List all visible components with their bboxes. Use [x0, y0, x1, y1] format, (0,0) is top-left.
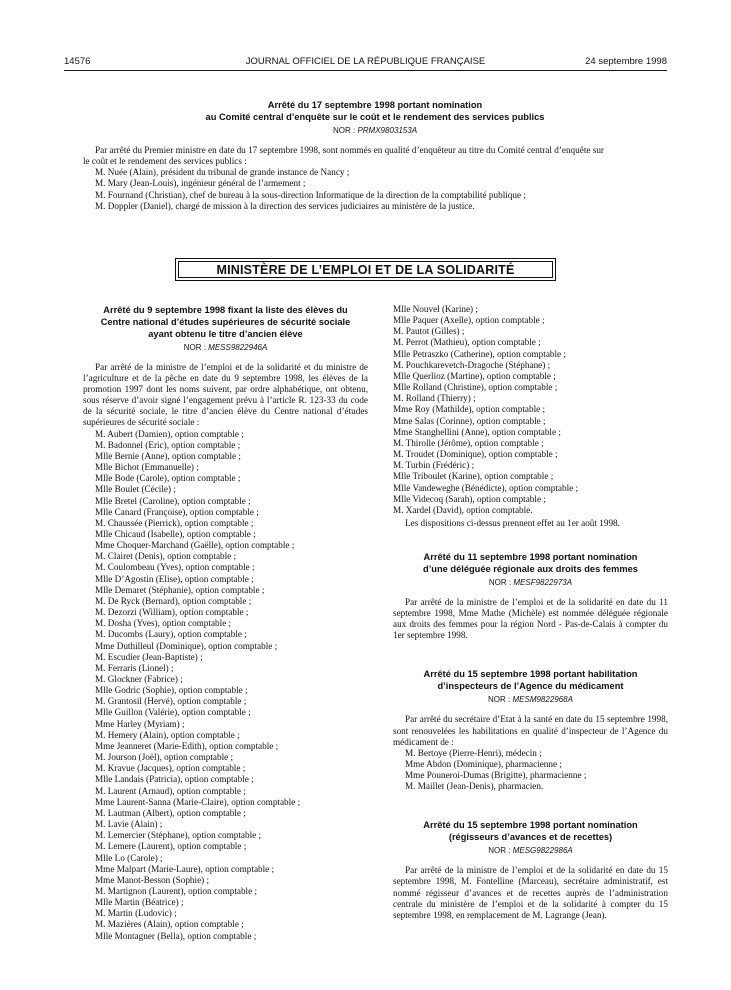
nor-code: MESS9822946A: [208, 343, 268, 352]
student-item: Mlle Montagner (Bella), option comptable ;: [95, 930, 257, 941]
member-item: M. Nuée (Alain), président du tribunal de grande instance de Nancy ;: [95, 167, 350, 178]
student-item: M. Laurent (Arnaud), option comptable ;: [95, 785, 246, 796]
inspector-item: M. Maillet (Jean-Denis), pharmacien.: [405, 781, 544, 792]
student-item: M. Dezorzi (William), option comptable ;: [95, 607, 249, 618]
decree-intro: Par arrêté du secrétaire d’Etat à la santé en date du 15 septembre 1998, sont renouvelées les habilitations en qualité d’inspecteur de l’Agence du médicament de :: [393, 714, 668, 747]
student-item: M. Mazières (Alain), option comptable ;: [95, 919, 244, 930]
nor-code: MESF9822973A: [513, 578, 573, 588]
decree-title-line: Arrêté du 15 septembre 1998 portant nomination: [423, 820, 638, 831]
page-header: [64, 56, 667, 70]
student-item: Mlle Martin (Béatrice) ;: [95, 897, 184, 908]
student-item: M. Lautman (Albert), option comptable ;: [95, 807, 246, 818]
student-item: Mme Malpart (Marie-Laure), option comptable ;: [95, 863, 275, 874]
student-item: M. Pouchkarevetch-Dragoche (Stéphane) ;: [393, 359, 551, 370]
student-item: Mlle Querlioz (Martine), option comptable ;: [393, 370, 556, 381]
student-item: M. Martin (Ludovic) ;: [95, 908, 177, 919]
nor-label: NOR :: [183, 343, 206, 352]
nor-reference: [393, 845, 668, 856]
student-item: Mlle Guillon (Valérie), option comptable ;: [95, 707, 251, 718]
decree-cashiers: [393, 819, 668, 920]
decree-title-line: (régisseurs d’avances et de recettes): [448, 832, 613, 843]
student-item: M. Jourson (Joël), option comptable ;: [95, 752, 234, 763]
student-item: Mlle D’Agostin (Elise), option comptable ;: [95, 573, 254, 584]
student-item: M. Ferraris (Lionel) ;: [95, 662, 174, 673]
student-item: Mlle Demaret (Stéphanie), option comptable ;: [95, 584, 265, 595]
decree-intro: Par arrêté de la ministre de l’emploi et de la solidarité et du ministre de l’agriculture et de la pêche en date du 9 septembre 1998, les élèves de la promotion 1997 dont les noms suivent, par ordre alphabétique, ont obtenu, sous réserve d’avoir signé l’engagement prévu à l’article R. 123-33 du code de la sécurité sociale, le titre d’ancien élève du Centre national d’études supérieures de sécurité sociale :: [83, 362, 368, 428]
page-number: 14576: [64, 56, 91, 67]
student-item: Mme Duthilleul (Dominique), option comptable ;: [95, 640, 278, 651]
student-item: M. Martignon (Laurent), option comptable ;: [95, 885, 258, 896]
member-item: M. Doppler (Daniel), chargé de mission à la direction des services judiciaires au ministère de la justice.: [95, 200, 475, 211]
decree-intro-continued: le coût et le rendement des services publics :: [83, 156, 247, 167]
student-item: M. Lemercier (Stéphane), option comptable ;: [95, 830, 262, 841]
decree-title-line: Arrêté du 17 septembre 1998 portant nomination: [267, 100, 483, 110]
ministry-banner: [175, 258, 556, 281]
student-item: M. Perrot (Mathieu), option comptable ;: [393, 337, 541, 348]
decree-text: [83, 145, 667, 167]
student-item: Mlle Bretel (Caroline), option comptable ;: [95, 495, 251, 506]
student-list-continued: [393, 304, 668, 516]
student-item: Mlle Triboulet (Karine), option comptable ;: [393, 471, 554, 482]
student-item: Mlle Paquer (Axelle), option comptable ;: [393, 315, 545, 326]
student-item: Mlle Bichot (Emmanuelle) ;: [95, 462, 199, 473]
student-item: M. Turbin (Frédéric) ;: [393, 460, 475, 471]
student-item: Mme Salas (Corinne), option comptable ;: [393, 415, 546, 426]
student-item: Mme Choquer-Marchand (Gaëlle), option comptable ;: [95, 540, 295, 551]
ministry-title: MINISTÈRE DE L’EMPLOI ET DE LA SOLIDARITÉ: [178, 261, 553, 278]
decree-inspectors: [393, 668, 668, 792]
decree-title-line: d’une déléguée régionale aux droits des femmes: [423, 564, 638, 575]
decree-title-line: Arrêté du 15 septembre 1998 portant habilitation: [423, 669, 638, 680]
decree-title-line: Centre national d’études supérieures de sécurité sociale: [100, 317, 351, 327]
student-item: Mme Stanghellini (Anne), option comptable ;: [393, 426, 561, 437]
student-item: M. Escudier (Jean-Baptiste) ;: [95, 651, 203, 662]
student-list: [83, 429, 368, 942]
student-item: M. De Ryck (Bernard), option comptable ;: [95, 595, 252, 606]
nor-label: NOR :: [332, 126, 356, 135]
student-item: M. Pautot (Gilles) ;: [393, 326, 465, 337]
decree-title-line: d’inspecteurs de l’Agence du médicament: [437, 681, 624, 692]
student-item: Mlle Landais (Patricia), option comptable ;: [95, 774, 254, 785]
student-item: M. Kravue (Jacques), option comptable ;: [95, 763, 246, 774]
student-item: Mme Roy (Mathilde), option comptable ;: [393, 404, 546, 415]
student-item: M. Lemere (Laurent), option comptable ;: [95, 841, 247, 852]
decree-text: [393, 597, 668, 641]
student-item: M. Rolland (Thierry) ;: [393, 393, 476, 404]
decree-delegate: [393, 551, 668, 641]
student-item: M. Glockner (Fabrice) ;: [95, 674, 183, 684]
student-item: M. Dosha (Yves), option comptable ;: [95, 618, 232, 629]
student-item: M. Clairet (Denis), option comptable ;: [95, 551, 237, 562]
student-item: M. Xardel (David), option comptable.: [393, 504, 533, 515]
nor-code: MESG9822986A: [512, 846, 573, 856]
header-rule: [64, 70, 667, 71]
publication-date: 24 septembre 1998: [585, 56, 667, 67]
nor-reference: [83, 342, 368, 353]
decree-closing-wrap: [393, 518, 668, 529]
student-item: Mlle Chicaud (Isabelle), option comptable ;: [95, 528, 256, 539]
student-item: Mlle Lo (Carole) ;: [95, 852, 163, 863]
left-column: [83, 304, 368, 942]
inspector-item: Mme Abdon (Dominique), pharmacienne ;: [405, 758, 562, 769]
decree-paragraph: Par arrêté de la ministre de l’emploi et de la solidarité en date du 15 septembre 1998, M. Fontelline (Marceau), secrétaire administratif, est nommé régisseur d’avances et de recettes auprès de l’administration centrale du ministère de l’emploi et de la solidarité à compter du 15 septembre 1998, en remplacement de M. Lagrange (Jean).: [393, 865, 668, 920]
student-item: M. Hemery (Alain), option comptable ;: [95, 729, 240, 740]
student-item: Mlle Bernie (Anne), option comptable ;: [95, 450, 241, 461]
decree-title-line: Arrêté du 9 septembre 1998 fixant la liste des élèves du: [103, 305, 348, 315]
student-item: M. Aubert (Damien), option comptable ;: [95, 428, 244, 439]
student-item: Mlle Bode (Carole), option comptable ;: [95, 473, 241, 484]
decree-text: [393, 714, 668, 747]
student-item: M. Thirolle (Jérôme), option comptable ;: [393, 437, 544, 448]
right-column: [393, 304, 668, 921]
decree-intro: Par arrêté du Premier ministre en date du 17 septembre 1998, sont nommés en qualité d’enquêteur au titre du Comité central d’enquête sur: [95, 145, 604, 155]
nor-label: NOR :: [488, 578, 512, 588]
journal-title: JOURNAL OFFICIEL DE LA RÉPUBLIQUE FRANÇAISE: [245, 56, 486, 67]
nor-reference: [393, 694, 668, 705]
nor-reference: [83, 125, 667, 136]
nor-reference: [393, 577, 668, 588]
student-item: M. Chaussée (Pierrick), option comptable ;: [95, 517, 254, 528]
decree-text: [83, 362, 368, 429]
nor-code: MESM9822968A: [512, 695, 573, 705]
student-item: Mme Laurent-Sanna (Marie-Claire), option comptable ;: [95, 796, 301, 807]
student-item: Mme Harley (Myriam) ;: [95, 718, 185, 729]
member-item: M. Mary (Jean-Louis), ingénieur général de l’armement ;: [95, 178, 306, 189]
student-item: Mme Jeanneret (Marie-Edith), option comptable ;: [95, 740, 279, 751]
student-item: Mlle Petraszko (Catherine), option comptable ;: [393, 348, 566, 359]
inspector-item: M. Bertoye (Pierre-Henri), médecin ;: [405, 747, 542, 758]
decree-text: [393, 865, 668, 920]
nor-label: NOR :: [488, 846, 511, 856]
student-item: M. Badonnel (Eric), option comptable ;: [95, 439, 241, 450]
student-item: M. Grantosil (Hervé), option comptable ;: [95, 696, 247, 707]
member-item: M. Fournand (Christian), chef de bureau à la sous-direction Informatique de la direction de la comptabilité publique ;: [95, 189, 526, 200]
decree-title-line: au Comité central d’enquête sur le coût et le rendement des services publics: [205, 112, 545, 122]
inspector-item: Mme Pouneroi-Dumas (Brigitte), pharmacienne ;: [405, 770, 587, 781]
student-item: Mme Manot-Besson (Sophie) ;: [95, 874, 210, 885]
nor-code: PRMX9803153A: [357, 126, 418, 135]
student-item: M. Lavie (Alain) ;: [95, 819, 163, 830]
decree-title-line: ayant obtenu le titre d’ancien élève: [148, 329, 303, 339]
decree-title-line: Arrêté du 11 septembre 1998 portant nomination: [423, 552, 638, 563]
student-item: Mlle Vandeweghe (Bénédicte), option comptable ;: [393, 482, 579, 493]
student-item: Mlle Godric (Sophie), option comptable ;: [95, 685, 248, 696]
student-item: Mlle Videcoq (Sarah), option comptable ;: [393, 493, 546, 504]
student-item: M. Coulombeau (Yves), option comptable ;: [95, 562, 255, 573]
student-item: Mlle Canard (Françoise), option comptable ;: [95, 506, 259, 517]
student-item: Mlle Rolland (Christine), option comptable ;: [393, 382, 558, 393]
decree-paragraph: Par arrêté de la ministre de l’emploi et de la solidarité en date du 11 septembre 1998, Mme Mathe (Michèle) est nommée déléguée régionale aux droits des femmes pour la région Nord - Pas-de-Calais à compter du 1er septembre 1998.: [393, 597, 668, 641]
student-item: Mlle Nouvel (Karine) ;: [393, 304, 478, 314]
nor-label: NOR :: [488, 695, 511, 705]
decree-closing: Les dispositions ci-dessus prennent effet au 1er août 1998.: [405, 517, 620, 528]
student-item: Mlle Boulet (Cécile) ;: [95, 484, 176, 495]
student-item: M. Ducombs (Laury), option comptable ;: [95, 629, 247, 640]
decree-comite-central: [83, 99, 667, 212]
student-item: M. Troudet (Dominique), option comptable ;: [393, 449, 558, 460]
